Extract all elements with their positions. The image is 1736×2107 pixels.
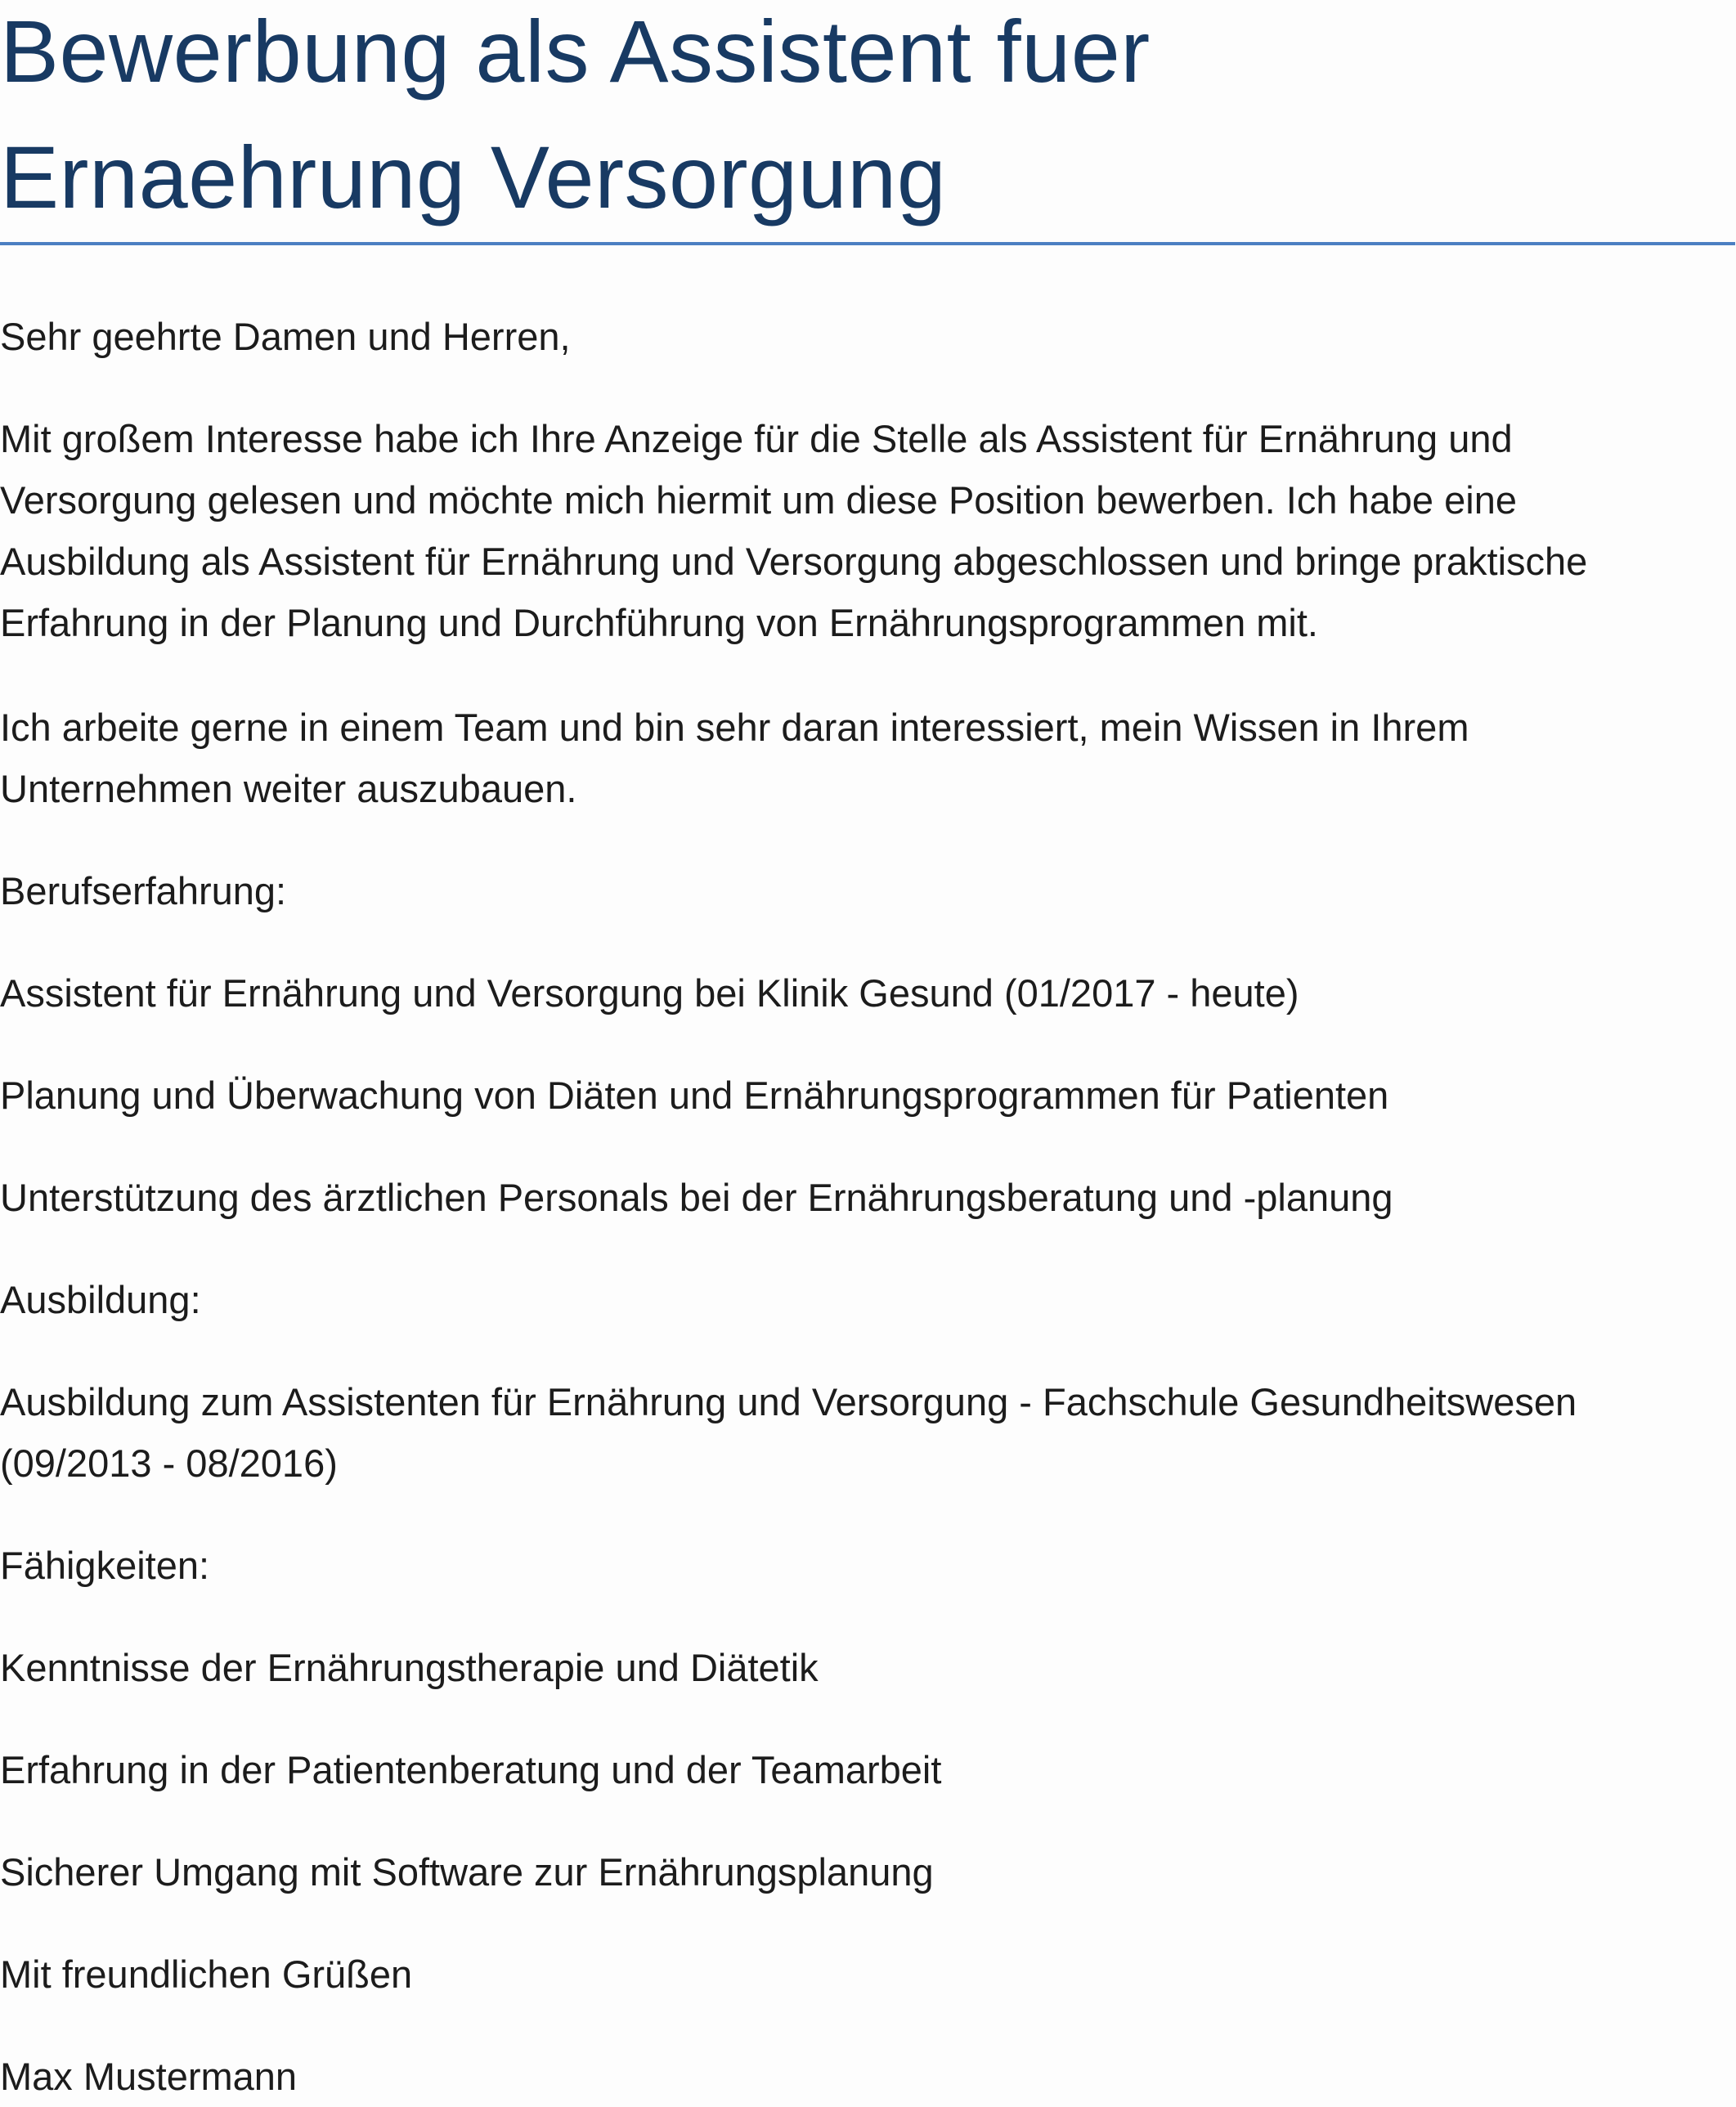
- skill-item: Erfahrung in der Patientenberatung und der Teamarbeit: [0, 1748, 942, 1791]
- intro-paragraph: [0, 408, 1587, 653]
- skill-item: Kenntnisse der Ernährungstherapie und Diätetik: [0, 1646, 819, 1689]
- closing-phrase: Mit freundlichen Grüßen: [0, 1952, 413, 1996]
- skill-item: Sicherer Umgang mit Software zur Ernährungsplanung: [0, 1850, 934, 1894]
- signature-name: Max Mustermann: [0, 2055, 298, 2098]
- intro-line: Mit großem Interesse habe ich Ihre Anzeige für die Stelle als Assistent für Ernährung und: [0, 417, 1513, 460]
- motivation-paragraph: [0, 697, 1469, 819]
- motivation-line: Ich arbeite gerne in einem Team und bin sehr daran interessiert, mein Wissen in Ihrem: [0, 706, 1469, 749]
- title-line-1: Bewerbung als Assistent fuer: [0, 2, 1151, 101]
- title-line-2: Ernaehrung Versorgung: [0, 128, 947, 226]
- education-item: [0, 1371, 1577, 1494]
- intro-line: Erfahrung in der Planung und Durchführung von Ernährungsprogrammen mit.: [0, 601, 1318, 644]
- intro-line: Ausbildung als Assistent für Ernährung und Versorgung abgeschlossen und bringe praktische: [0, 540, 1588, 583]
- skills-heading: Fähigkeiten:: [0, 1544, 210, 1587]
- education-line: Ausbildung zum Assistenten für Ernährung und Versorgung - Fachschule Gesundheitswesen: [0, 1380, 1577, 1423]
- experience-item: Assistent für Ernährung und Versorgung bei Klinik Gesund (01/2017 - heute): [0, 971, 1299, 1015]
- motivation-line: Unternehmen weiter auszubauen.: [0, 767, 577, 810]
- education-line: (09/2013 - 08/2016): [0, 1441, 338, 1485]
- education-heading: Ausbildung:: [0, 1278, 201, 1321]
- experience-item: Planung und Überwachung von Diäten und Ernährungsprogrammen für Patienten: [0, 1074, 1389, 1117]
- experience-item: Unterstützung des ärztlichen Personals bei der Ernährungsberatung und -planung: [0, 1176, 1393, 1219]
- salutation: Sehr geehrte Damen und Herren,: [0, 315, 571, 358]
- experience-heading: Berufserfahrung:: [0, 869, 287, 912]
- title-divider: [0, 242, 1735, 245]
- intro-line: Versorgung gelesen und möchte mich hiermit um diese Position bewerben. Ich habe eine: [0, 478, 1517, 522]
- document-title: [0, 0, 1151, 240]
